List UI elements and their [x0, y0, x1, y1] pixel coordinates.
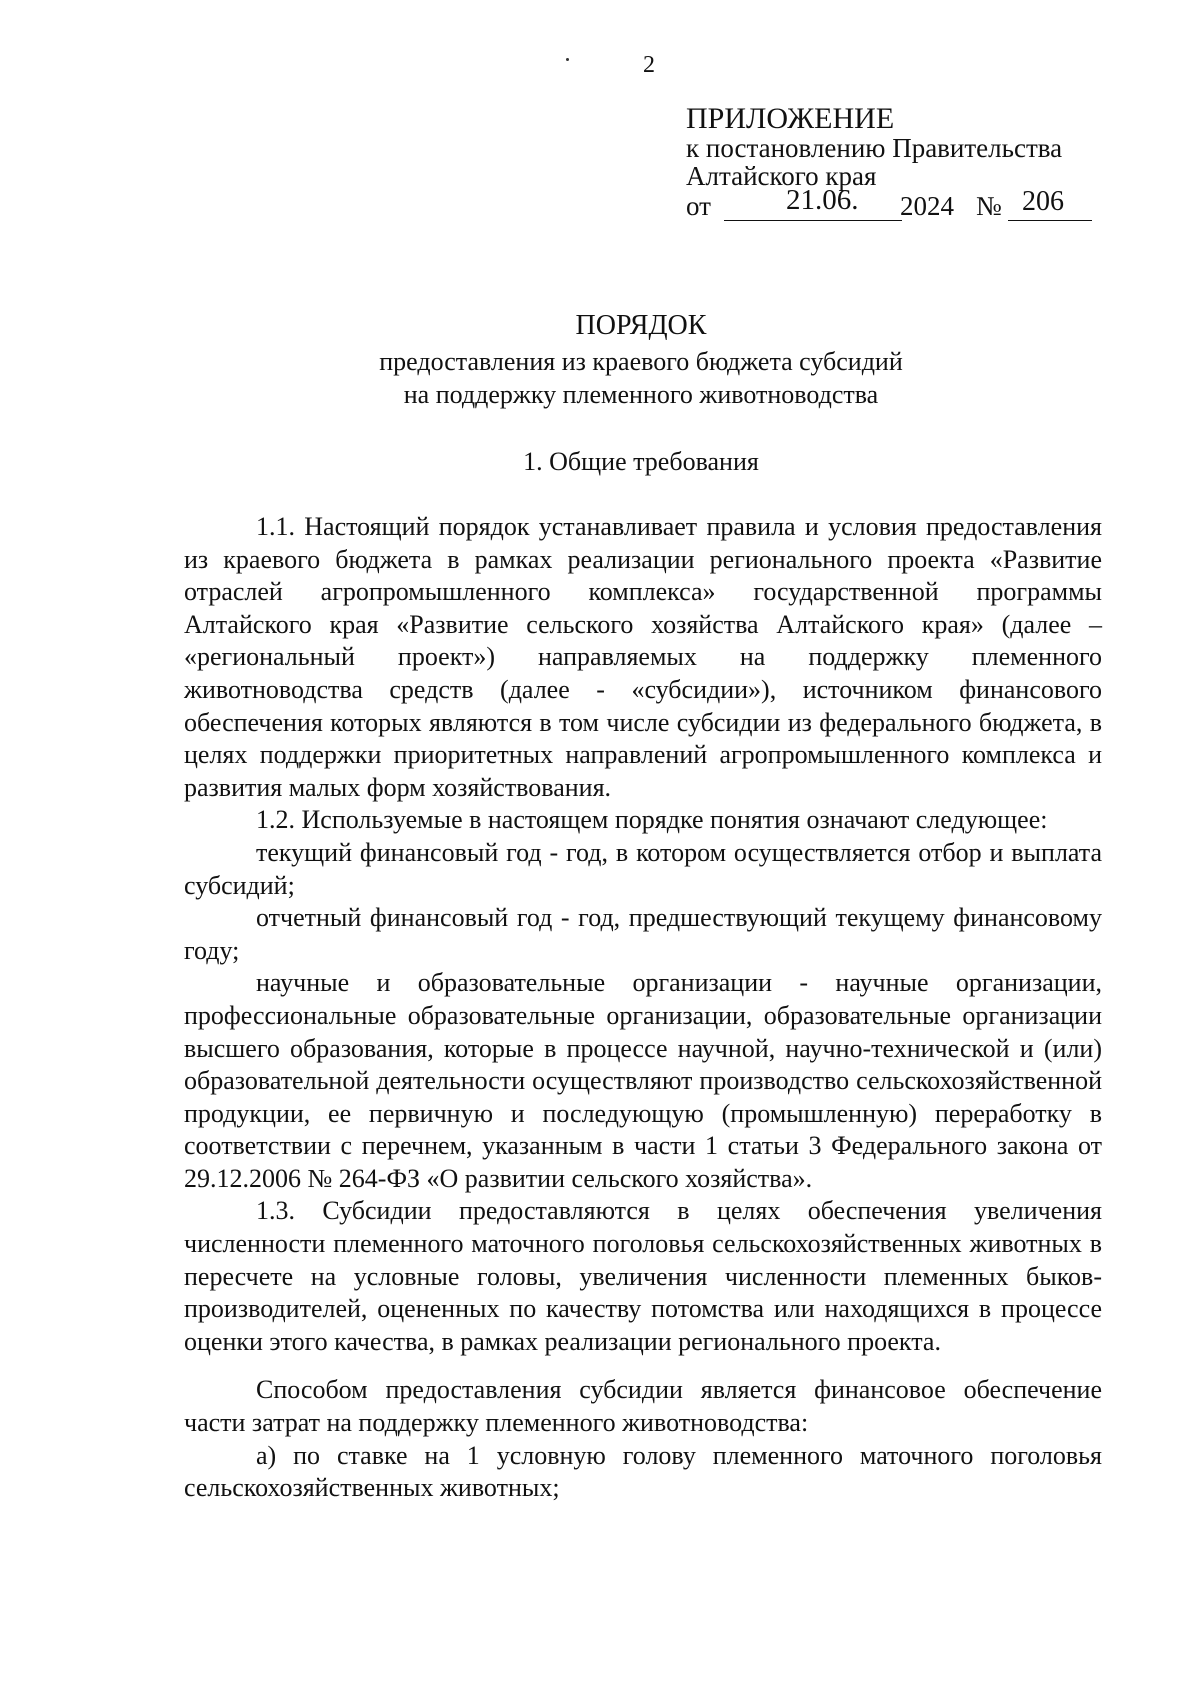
appendix-block [686, 104, 1116, 224]
year-label: 2024 [900, 191, 954, 221]
definition-organizations: научные и образовательные организации - научные организации, профессиональные образовательные организации, образовательные организации высшего образования, которые в процессе научной, научно-технической и (или) образовательной деятельности осуществляют производство сельскохозяйственной продукции, ее первичную и последующую (промышленную) переработку в соответствии с перечнем, указанным в части 1 статьи 3 Федерального закона от 29.12.2006 № 264-ФЗ «О развитии сельского хозяйства». [184, 968, 1102, 1193]
handwritten-number: 206 [1022, 186, 1064, 217]
number-sign: № [976, 191, 1002, 221]
section-heading: 1. Общие требования [523, 447, 759, 476]
definition-current-year: текущий финансовый год - год, в котором осуществляется отбор и выплата субсидий; [184, 837, 1102, 900]
handwritten-date: 21.06. [786, 184, 859, 216]
document-title: ПОРЯДОК [575, 310, 707, 341]
paragraph-method: Способом предоставления субсидии является финансовое обеспечение части затрат на поддержку племенного животноводства: [184, 1375, 1102, 1438]
paragraph-1-1: 1.1. Настоящий порядок устанавливает правила и условия предоставления из краевого бюджета в рамках реализации регионального проекта «Развитие отраслей агропромышленного комплекса» государственной программы Алтайского края «Развитие сельского хозяйства Алтайского края» (далее – «региональный проект») направляемых на поддержку племенного животноводства средств (далее - «субсидии»), источником финансового обеспечения которых являются в том числе субсидии из федерального бюджета, в целях поддержки приоритетных направлений агропромышленного комплекса и развития малых форм хозяйствования. [184, 512, 1102, 802]
section-body [184, 511, 1102, 1505]
paragraph-1-3: 1.3. Субсидии предоставляются в целях обеспечения увеличения численности племенного маточного поголовья сельскохозяйственных животных в пересчете на условные головы, увеличения численности племенных быков-производителей, оцененных по качеству потомства или находящихся в процессе оценки этого качества, в рамках реализации регионального проекта. [184, 1196, 1102, 1356]
appendix-line-1: к постановлению Правительства [686, 133, 1063, 163]
appendix-date-line [686, 184, 1116, 224]
definition-reporting-year: отчетный финансовый год - год, предшествующий текущему финансовому году; [184, 903, 1102, 965]
paragraph-1-2: 1.2. Используемые в настоящем порядке понятия означают следующее: [256, 805, 1048, 835]
page-number: 2 [643, 52, 655, 78]
paragraph-item-a: а) по ставке на 1 условную голову племенного маточного поголовья сельскохозяйственных животных; [184, 1440, 1102, 1503]
document-subtitle-line-1: предоставления из краевого бюджета субсидий [379, 347, 903, 376]
document-subtitle-line-2: на поддержку племенного животноводства [403, 380, 879, 409]
from-label: от [686, 191, 711, 221]
appendix-line-2: Алтайского края [686, 161, 877, 191]
appendix-title: ПРИЛОЖЕНИЕ [686, 102, 895, 135]
